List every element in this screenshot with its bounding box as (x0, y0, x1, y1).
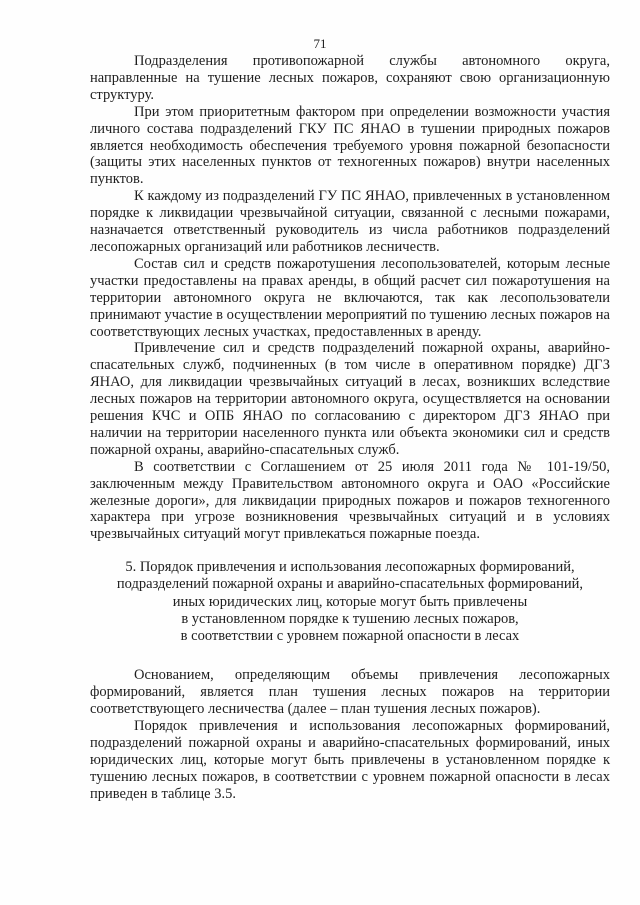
section-heading-line: подразделений пожарной охраны и аварийно-спасательных формирований, (116, 576, 584, 593)
paragraph: В соответствии с Соглашением от 25 июля 2011 года № 101-19/50, заключенным между Правительством автономного округа и ОАО «Российские железные дороги», для ликвидации природных пожаров и пожаров техногенного характера при угрозе возникновения чрезвычайных ситуаций и в условиях чрезвычайных ситуаций могут привлекаться пожарные поезда. (90, 458, 610, 543)
section-heading-line: в установленном порядке к тушению лесных пожаров, (181, 610, 519, 627)
spacer (90, 645, 610, 667)
paragraph: Порядок привлечения и использования лесопожарных формирований, подразделений пожарной охраны и аварийно-спасательных формирований, иных юридических лиц, которые могут быть привлечены в установленном порядке к тушению лесных пожаров, в соответствии с уровнем пожарной опасности в лесах приведен в таблице 3.5. (90, 718, 610, 802)
paragraph: Привлечение сил и средств подразделений пожарной охраны, аварийно-спасательных служб, подчиненных (в том числе в оперативном порядке) ДГЗ ЯНАО, для ликвидации чрезвычайных ситуаций в лесах, возникших вследствие лесных пожаров на территории автономного округа, осуществляется на основании решения КЧС и ОПБ ЯНАО по согласованию с директором ДГЗ ЯНАО при наличии на территории населенного пункта или объекта экономики сил и средств пожарной охраны, аварийно-спасательных служб. (90, 340, 610, 458)
paragraph: Основанием, определяющим объемы привлечения лесопожарных формирований, является план тушения лесных пожаров на территории соответствующего лесничества (далее – план тушения лесных пожаров). (90, 667, 610, 718)
paragraph: Состав сил и средств пожаротушения лесопользователей, которым лесные участки предоставлены на правах аренды, в общий расчет сил пожаротушения на территории автономного округа не включаются, так как лесопользователи принимают участие в осуществлении мероприятий по тушению лесных пожаров на соответствующих лесных участках, предоставленных в аренду. (90, 255, 610, 340)
paragraph: К каждому из подразделений ГУ ПС ЯНАО, привлеченных в установленном порядке к ликвидации чрезвычайной ситуации, связанной с лесными пожарами, назначается ответственный руководитель из числа работников подразделений лесопожарных организаций или работников лесничеств. (90, 188, 610, 255)
page-body (90, 53, 610, 803)
page-number: 71 (313, 36, 327, 51)
section-heading-line: иных юридических лиц, которые могут быть привлечены (172, 593, 528, 610)
paragraph: Подразделения противопожарной службы автономного округа, направленные на тушение лесных пожаров, сохраняют свою организационную структуру. (90, 53, 610, 103)
section-heading-line: 5. Порядок привлечения и использования лесопожарных формирований, (125, 559, 575, 576)
paragraph: При этом приоритетным фактором при определении возможности участия личного состава подразделений ГКУ ПС ЯНАО в тушении природных пожаров является необходимость обеспечения требуемого уровня пожарной безопасности (защиты этих населенных пунктов от техногенных пожаров) внутри населенных пунктов. (90, 103, 610, 188)
section-heading-line: в соответствии с уровнем пожарной опасности в лесах (180, 628, 520, 645)
section-heading (90, 559, 610, 645)
